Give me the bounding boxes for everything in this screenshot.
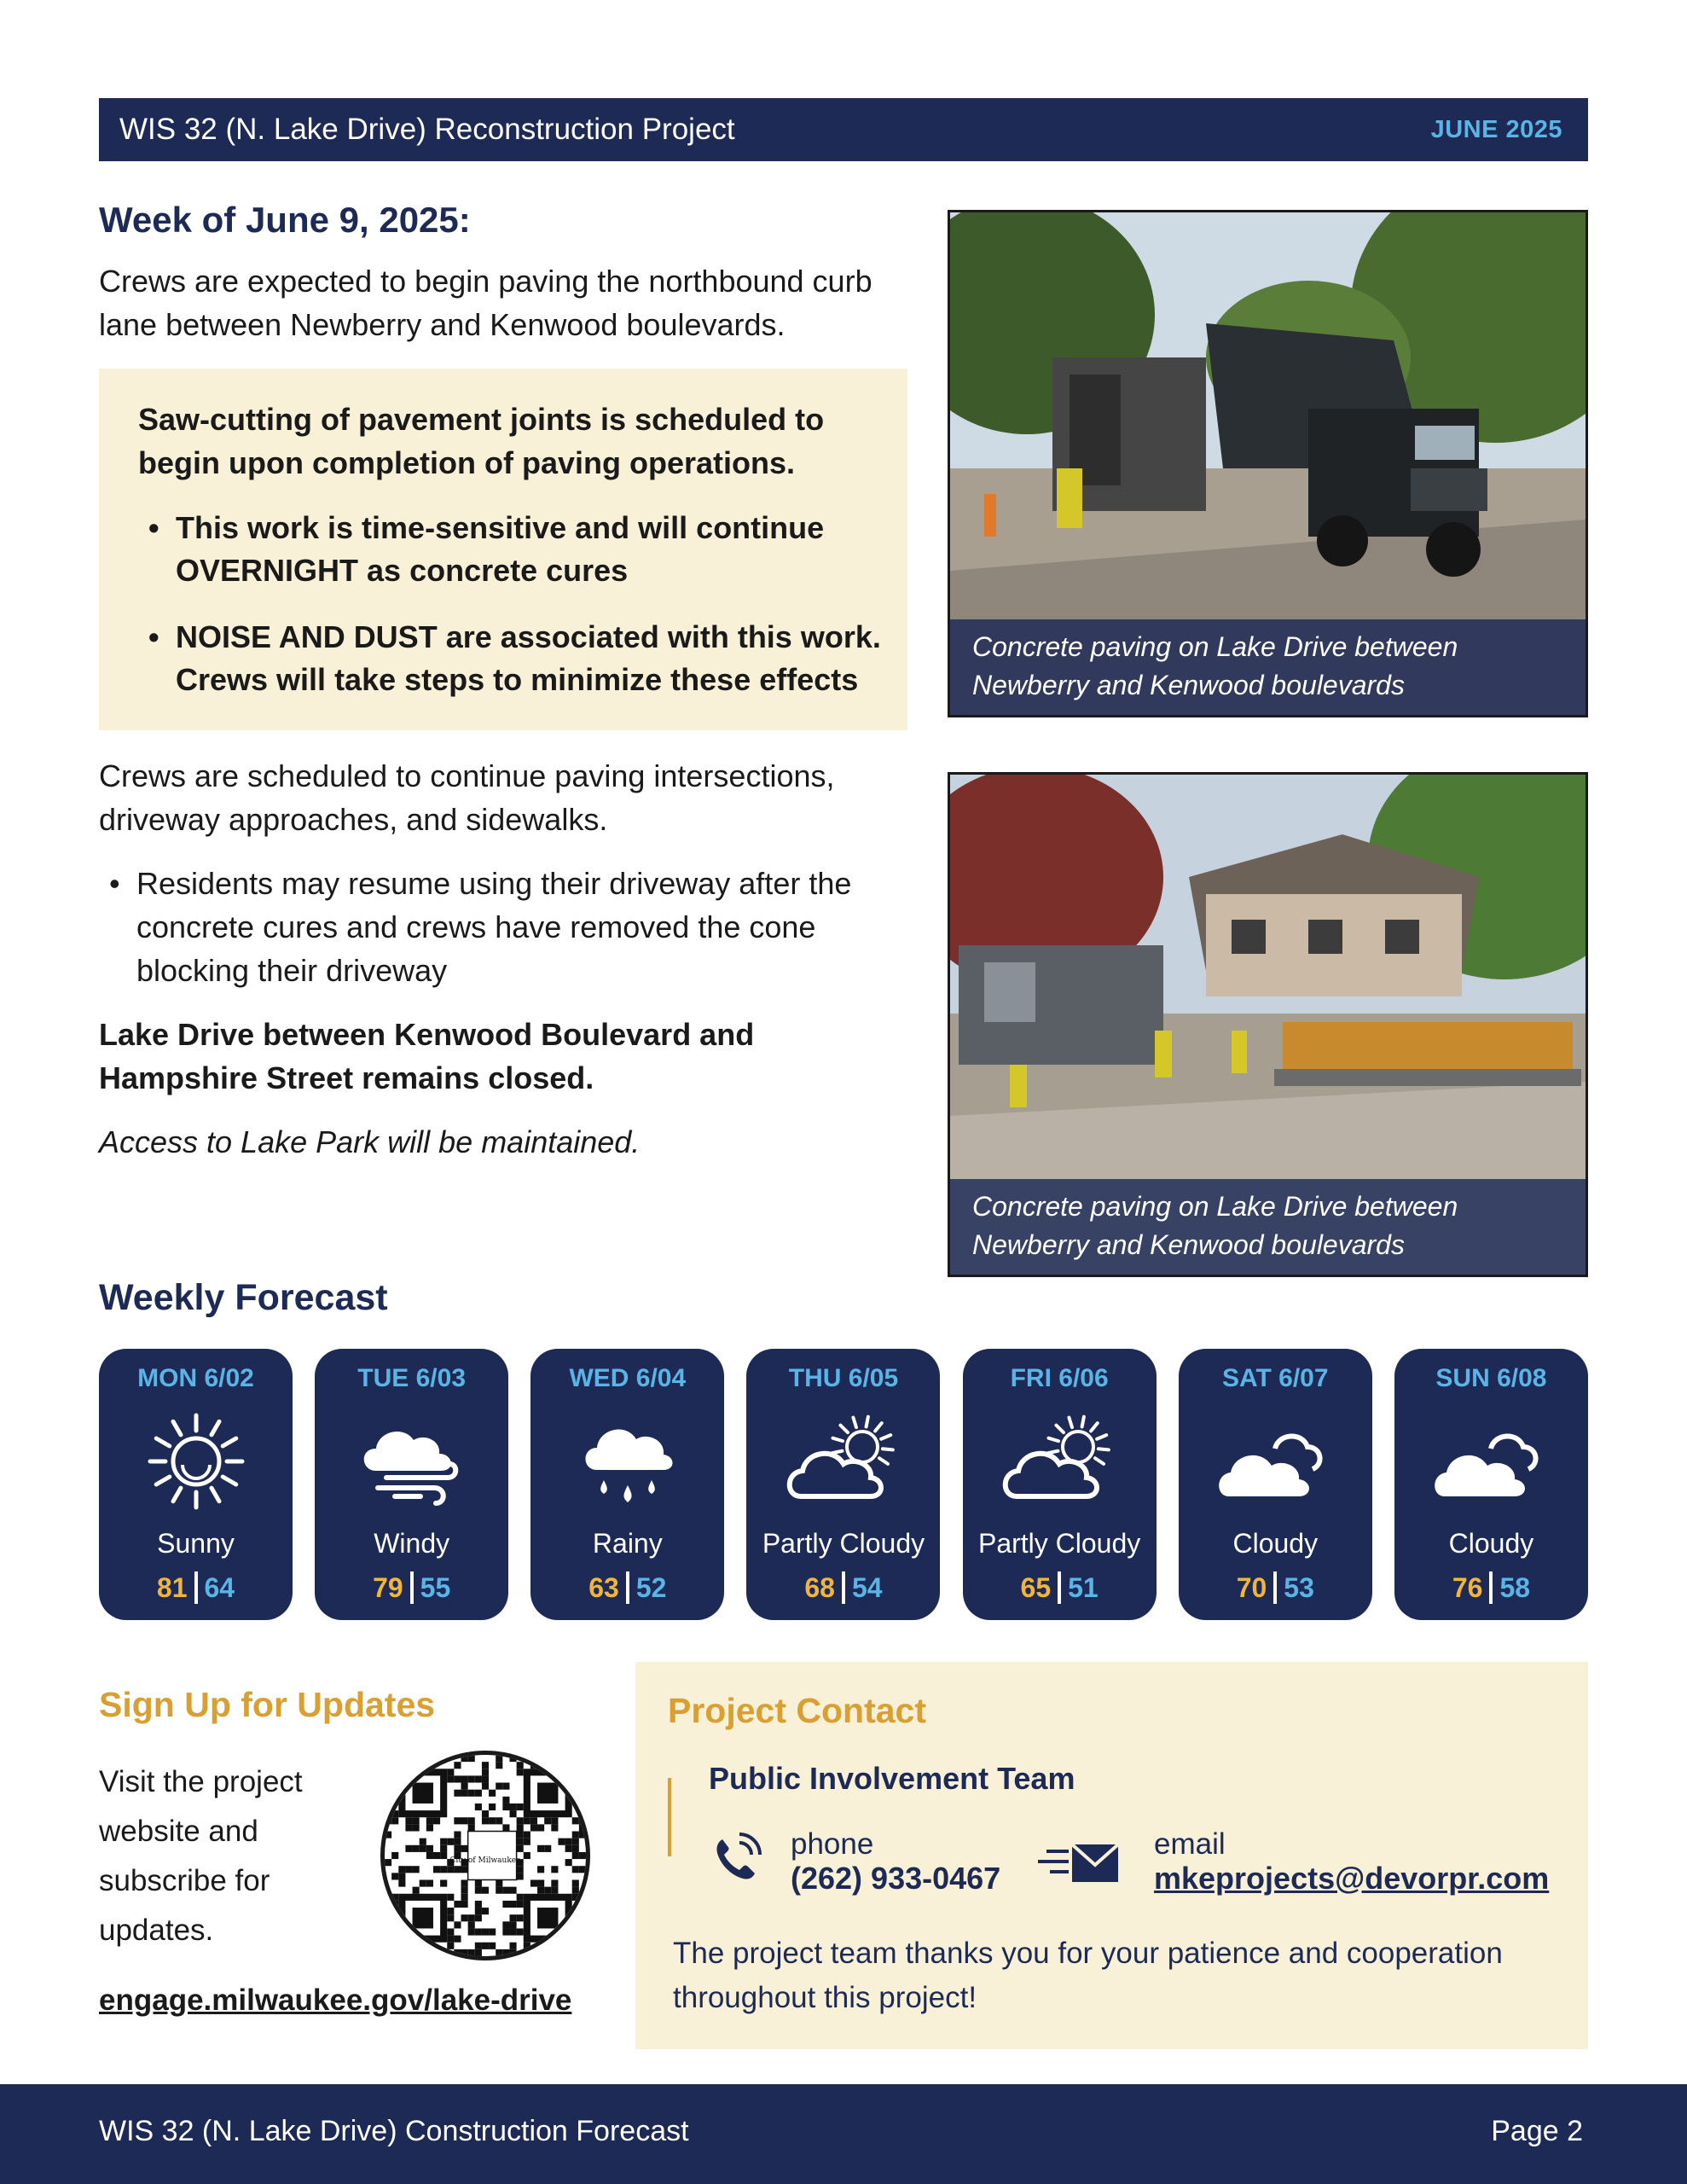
forecast-day-card [1394,1349,1588,1620]
temp-divider [842,1571,845,1604]
forecast-day-card [963,1349,1157,1620]
temp-divider [194,1571,198,1604]
rain-icon [568,1410,687,1513]
high-temp: 79 [373,1571,403,1603]
sun-icon [136,1410,256,1513]
day-condition: Cloudy [1232,1528,1319,1559]
forecast-day-card [99,1349,293,1620]
wind-icon [352,1410,472,1513]
notice-item-noise [138,616,882,701]
day-condition: Sunny [157,1528,235,1559]
paving-text: Crews are scheduled to continue paving intersections, driveway approaches, and sidewalks. [99,758,835,837]
forecast-day-card [1179,1349,1372,1620]
high-temp: 81 [156,1571,188,1603]
day-condition: Partly Cloudy [762,1528,925,1559]
cloud-icon [1215,1410,1335,1513]
forecast-day-card [530,1349,724,1620]
qr-code-icon [385,1755,586,1956]
team-name: Public Involvement Team [709,1761,1075,1796]
email-label: email [1154,1827,1226,1861]
temp-divider [410,1571,414,1604]
low-temp: 54 [851,1571,883,1603]
temp-divider [1058,1571,1061,1604]
partly-cloudy-icon [784,1410,903,1513]
footer-bar [0,2084,1687,2184]
photo-caption: Concrete paving on Lake Drive between Newberry and Kenwood boulevards [950,1179,1586,1275]
closure-notice: Lake Drive between Kenwood Boulevard and Hampshire Street remains closed. [99,1017,755,1095]
header-bar [99,98,1588,161]
day-condition: Partly Cloudy [977,1528,1141,1559]
temp-divider [626,1571,629,1604]
day-label: TUE 6/03 [357,1364,467,1392]
thank-you-note: The project team thanks you for your patience and cooperation throughout this project! [673,1937,1503,2014]
day-label: FRI 6/06 [1010,1364,1109,1392]
contact-heading: Project Contact [668,1691,926,1730]
day-temperatures [588,1571,666,1604]
day-label: SAT 6/07 [1222,1364,1329,1392]
week-intro: Crews are expected to begin paving the northbound curb lane between Newberry and Kenwood boulevards. [99,264,872,342]
project-contact-box [635,1662,1588,2049]
day-temperatures [804,1571,882,1604]
page-number: Page 2 [1491,2115,1583,2147]
forecast-day-card [746,1349,940,1620]
day-condition: Cloudy [1448,1528,1534,1559]
paving-list-item: • Residents may resume using their driveway after the concrete cures and crews have removed the cone blocking their driveway [99,862,909,992]
qr-code[interactable] [380,1751,590,1960]
phone-icon [710,1833,762,1884]
day-label: SUN 6/08 [1435,1364,1547,1392]
accent-rule [668,1778,671,1856]
notice-item-text: as concrete cures [358,553,629,588]
phone-number-link[interactable]: (262) 933-0467 [791,1861,1001,1896]
low-temp: 64 [204,1571,235,1603]
notice-item-overnight [138,507,882,592]
day-temperatures [157,1571,235,1604]
access-note: Access to Lake Park will be maintained. [99,1124,641,1159]
temp-divider [1273,1571,1277,1604]
day-temperatures [1021,1571,1099,1604]
low-temp: 52 [635,1571,667,1603]
newsletter-title: WIS 32 (N. Lake Drive) Reconstruction Project [119,113,735,146]
day-condition: Windy [374,1528,450,1559]
notice-item-text: This work is time-sensitive and will continue [176,510,825,545]
signup-heading: Sign Up for Updates [99,1685,436,1724]
email-link[interactable]: mkeprojects@devorpr.com [1154,1861,1550,1896]
day-temperatures [1452,1571,1530,1604]
svg-text:City of Milwaukee: City of Milwaukee [449,1856,521,1865]
partly-cloudy-icon [1000,1410,1119,1513]
main-content [99,196,909,1164]
high-temp: 68 [804,1571,835,1603]
day-label: WED 6/04 [569,1364,687,1392]
issue-date: JUNE 2025 [1430,115,1562,143]
saw-cutting-notice [99,369,907,730]
notice-item-text: are associated with this work. Crews will take steps to minimize these effects [176,619,881,697]
low-temp: 51 [1068,1571,1099,1603]
day-temperatures [1237,1571,1314,1604]
notice-list [138,507,882,701]
notice-lead: Saw-cutting of pavement joints is scheduled to begin upon completion of paving operations. [138,402,825,480]
low-temp: 58 [1499,1571,1531,1603]
high-temp: 76 [1452,1571,1483,1603]
forecast-row [99,1349,1588,1620]
high-temp: 63 [588,1571,619,1603]
paving-list [99,862,909,992]
phone-label: phone [791,1827,874,1861]
paving-photo-1 [948,210,1588,717]
day-label: MON 6/02 [137,1364,254,1392]
email-icon [1038,1841,1122,1885]
forecast-heading: Weekly Forecast [99,1277,388,1318]
day-label: THU 6/05 [788,1364,899,1392]
high-temp: 70 [1236,1571,1267,1603]
day-temperatures [373,1571,450,1604]
project-website-link[interactable]: engage.milwaukee.gov/lake-drive [99,1984,572,2017]
photo-caption: Concrete paving on Lake Drive between Newberry and Kenwood boulevards [950,619,1586,715]
day-condition: Rainy [592,1528,663,1559]
low-temp: 55 [420,1571,451,1603]
low-temp: 53 [1284,1571,1314,1603]
forecast-day-card [315,1349,508,1620]
temp-divider [1489,1571,1493,1604]
notice-item-emphasis: OVERNIGHT [176,553,359,588]
high-temp: 65 [1020,1571,1052,1603]
notice-item-emphasis: NOISE AND DUST [176,619,438,654]
paving-photo-2 [948,772,1588,1277]
footer-title: WIS 32 (N. Lake Drive) Construction Forecast [99,2115,689,2147]
signup-text: Visit the project website and subscribe for updates. [99,1765,303,1947]
week-heading: Week of June 9, 2025: [99,200,471,240]
cloud-icon [1431,1410,1551,1513]
